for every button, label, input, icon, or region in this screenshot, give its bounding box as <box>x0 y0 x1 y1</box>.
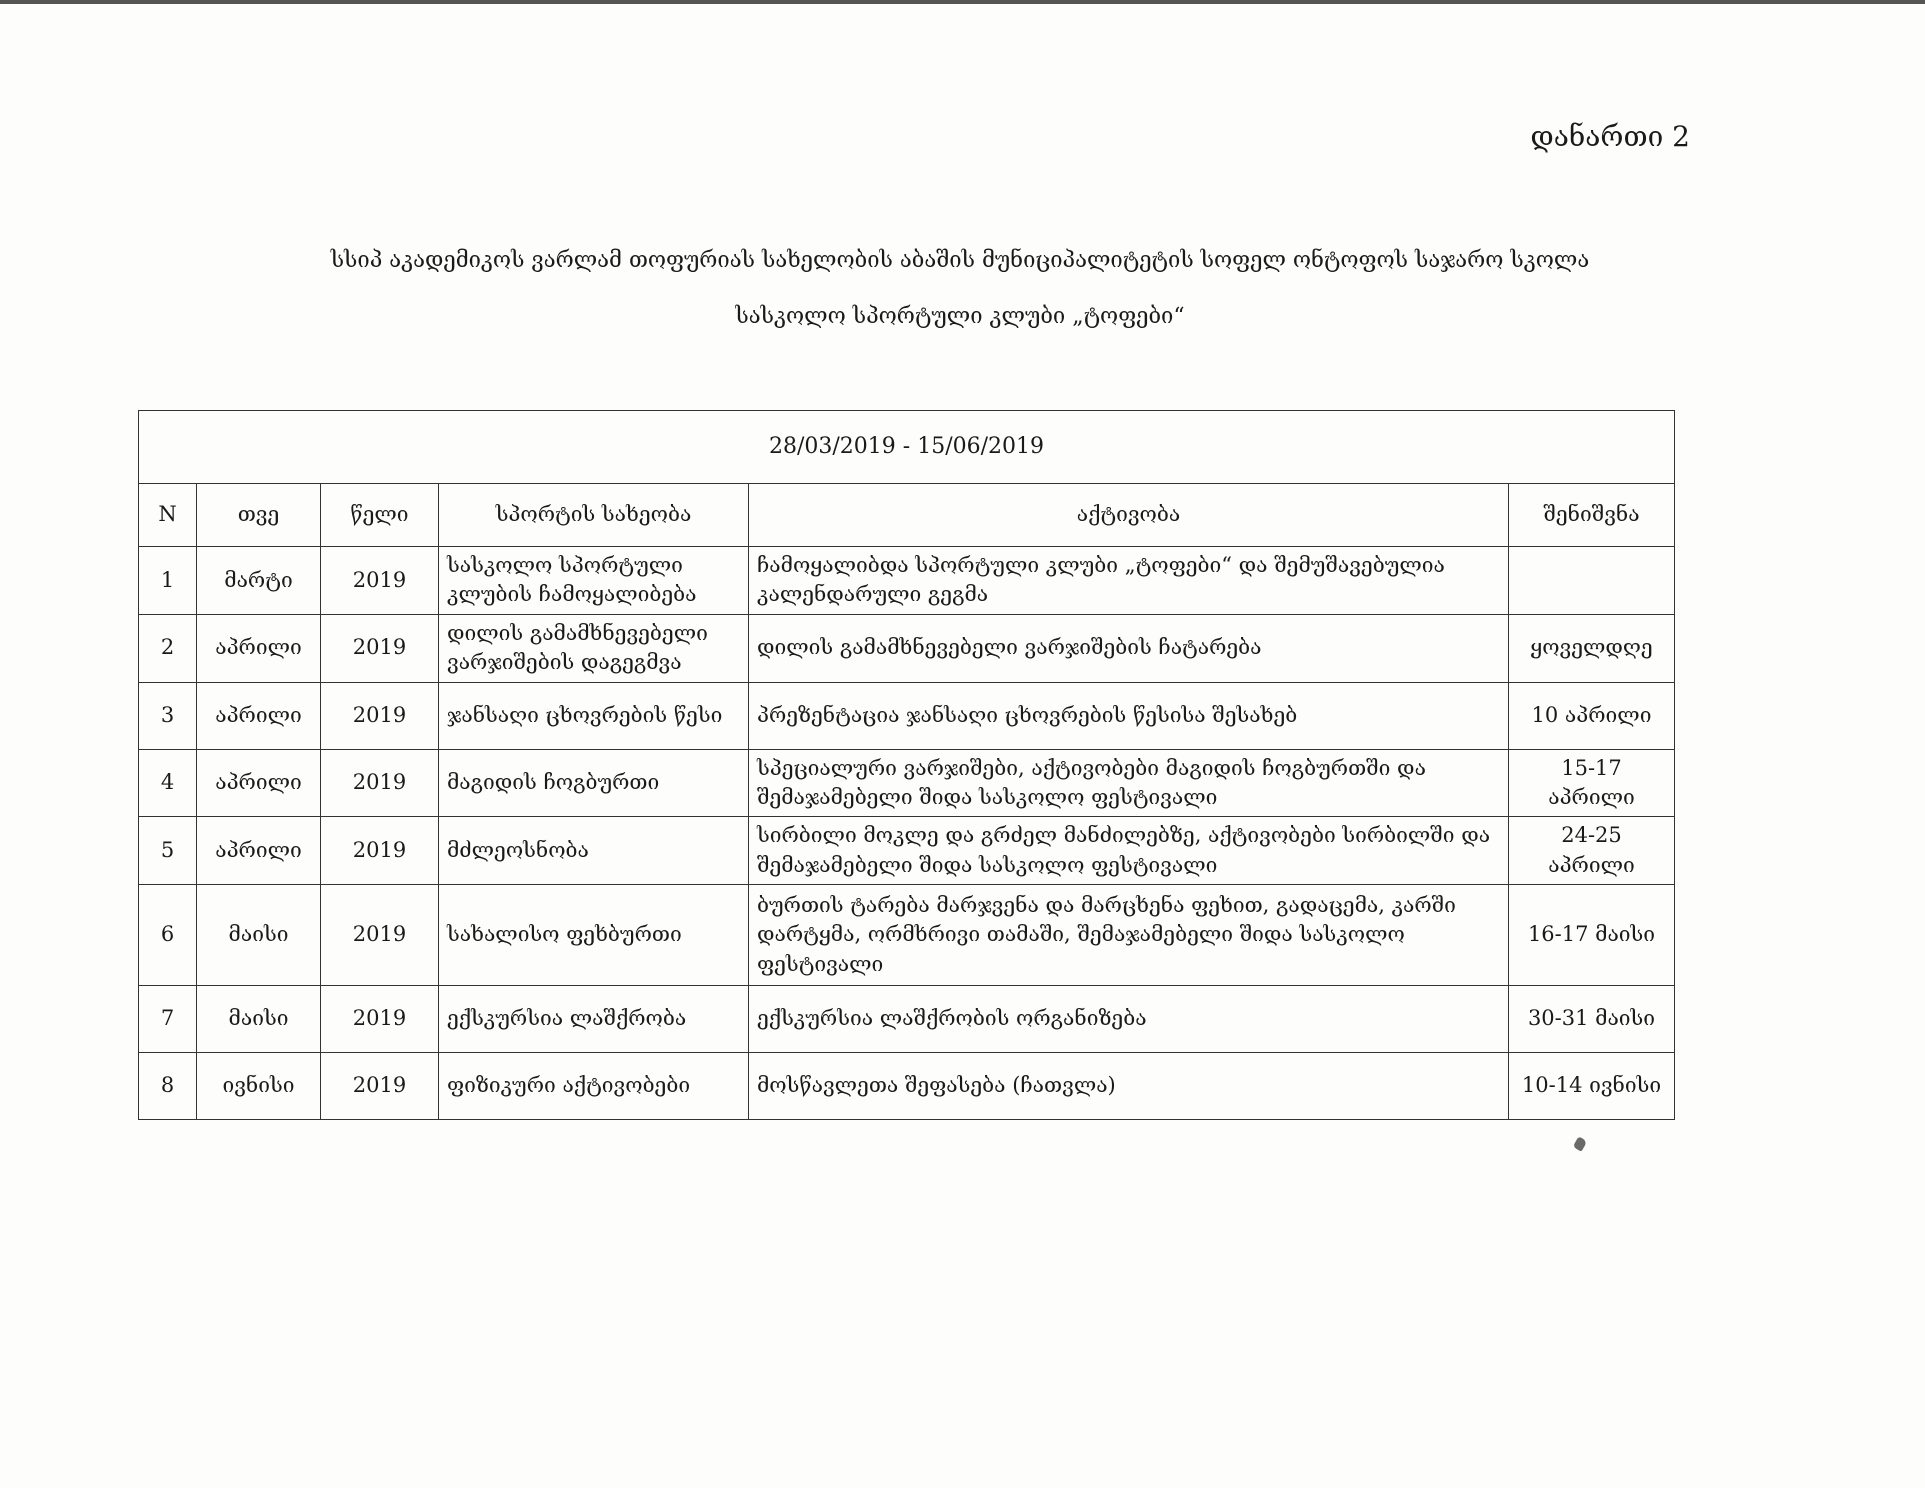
activity-schedule-table <box>138 410 1675 1120</box>
cell-number: 3 <box>139 682 197 749</box>
cell-month: მარტი <box>197 547 321 615</box>
header-year: წელი <box>321 484 439 547</box>
annex-label: დანართი 2 <box>1530 120 1690 153</box>
cell-number: 8 <box>139 1053 197 1120</box>
cell-sport-type: სახალისო ფეხბურთი <box>439 885 749 986</box>
cell-activity: ექსკურსია ლაშქრობის ორგანიზება <box>749 986 1509 1053</box>
school-name-title: სსიპ აკადემიკოს ვარლამ თოფურიას სახელობის აბაშის მუნიციპალიტეტის სოფელ ონტოფოს საჯარო სკოლა <box>330 248 1590 273</box>
cell-year: 2019 <box>321 885 439 986</box>
cell-sport-type: ექსკურსია ლაშქრობა <box>439 986 749 1053</box>
cell-note: 30-31 მაისი <box>1509 986 1675 1053</box>
cell-number: 7 <box>139 986 197 1053</box>
table-row <box>139 817 1675 885</box>
table-row <box>139 986 1675 1053</box>
table-row <box>139 614 1675 682</box>
cell-activity: სირბილი მოკლე და გრძელ მანძილებზე, აქტივობები სირბილში და შემაჯამებელი შიდა სასკოლო ფესტივალი <box>749 817 1509 885</box>
cell-year: 2019 <box>321 682 439 749</box>
cell-year: 2019 <box>321 1053 439 1120</box>
cell-number: 5 <box>139 817 197 885</box>
cell-month: ივნისი <box>197 1053 321 1120</box>
cell-sport-type: დილის გამამხნევებელი ვარჯიშების დაგეგმვა <box>439 614 749 682</box>
cell-month: მაისი <box>197 885 321 986</box>
cell-month: აპრილი <box>197 817 321 885</box>
cell-sport-type: მძლეოსნობა <box>439 817 749 885</box>
cell-note: 16-17 მაისი <box>1509 885 1675 986</box>
header-note: შენიშვნა <box>1509 484 1675 547</box>
table-row <box>139 885 1675 986</box>
club-name-subtitle: სასკოლო სპორტული კლუბი „ტოფები“ <box>735 304 1185 329</box>
cell-year: 2019 <box>321 749 439 817</box>
cell-number: 4 <box>139 749 197 817</box>
cell-note: ყოველდღე <box>1509 614 1675 682</box>
cell-year: 2019 <box>321 547 439 615</box>
cell-sport-type: მაგიდის ჩოგბურთი <box>439 749 749 817</box>
header-number: N <box>139 484 197 547</box>
cell-month: აპრილი <box>197 749 321 817</box>
cell-year: 2019 <box>321 817 439 885</box>
header-month: თვე <box>197 484 321 547</box>
cell-number: 2 <box>139 614 197 682</box>
cell-note: 24-25 აპრილი <box>1509 817 1675 885</box>
cell-number: 1 <box>139 547 197 615</box>
cell-month: აპრილი <box>197 614 321 682</box>
cell-sport-type: ჯანსაღი ცხოვრების წესი <box>439 682 749 749</box>
cell-sport-type: ფიზიკური აქტივობები <box>439 1053 749 1120</box>
table-row <box>139 749 1675 817</box>
cell-note <box>1509 547 1675 615</box>
cell-activity: მოსწავლეთა შეფასება (ჩათვლა) <box>749 1053 1509 1120</box>
ink-mark <box>1573 1136 1588 1151</box>
cell-year: 2019 <box>321 986 439 1053</box>
cell-month: აპრილი <box>197 682 321 749</box>
cell-activity: ჩამოყალიბდა სპორტული კლუბი „ტოფები“ და შემუშავებულია კალენდარული გეგმა <box>749 547 1509 615</box>
cell-note: 10-14 ივნისი <box>1509 1053 1675 1120</box>
cell-note: 10 აპრილი <box>1509 682 1675 749</box>
header-sport-type: სპორტის სახეობა <box>439 484 749 547</box>
cell-month: მაისი <box>197 986 321 1053</box>
cell-note: 15-17 აპრილი <box>1509 749 1675 817</box>
cell-sport-type: სასკოლო სპორტული კლუბის ჩამოყალიბება <box>439 547 749 615</box>
cell-activity: პრეზენტაცია ჯანსაღი ცხოვრების წესისა შესახებ <box>749 682 1509 749</box>
cell-activity: სპეციალური ვარჯიშები, აქტივობები მაგიდის ჩოგბურთში და შემაჯამებელი შიდა სასკოლო ფესტივალი <box>749 749 1509 817</box>
table-header-row <box>139 484 1675 547</box>
cell-year: 2019 <box>321 614 439 682</box>
table-row <box>139 1053 1675 1120</box>
cell-activity: ბურთის ტარება მარჯვენა და მარცხენა ფეხით, გადაცემა, კარში დარტყმა, ორმხრივი თამაში, შემაჯამებელი შიდა სასკოლო ფესტივალი <box>749 885 1509 986</box>
cell-activity: დილის გამამხნევებელი ვარჯიშების ჩატარება <box>749 614 1509 682</box>
scan-top-edge <box>0 0 1925 4</box>
period-range: 28/03/2019 - 15/06/2019 <box>139 411 1675 484</box>
table-row <box>139 547 1675 615</box>
table-row <box>139 682 1675 749</box>
header-activity: აქტივობა <box>749 484 1509 547</box>
cell-number: 6 <box>139 885 197 986</box>
